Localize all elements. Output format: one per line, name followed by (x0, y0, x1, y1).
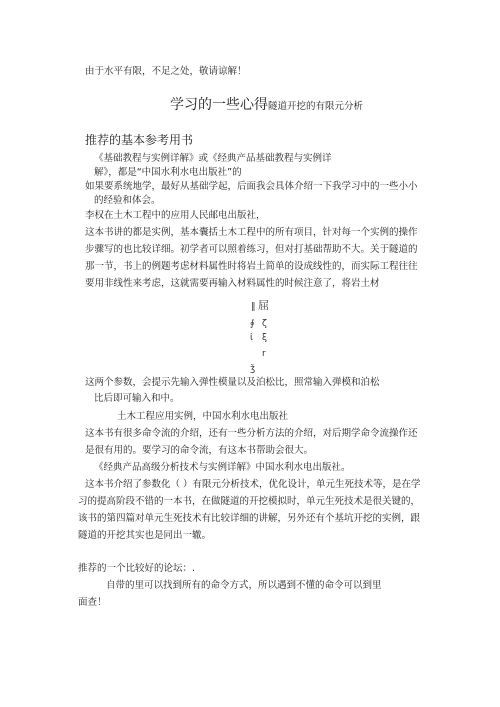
title-sub: 隧道开挖的有限元分析 (268, 101, 364, 112)
paragraph-line: 解》，都是“中国水利水电出版社”的 (94, 167, 242, 178)
paragraph-line: 该书的第四篇对单元生死技术有比较详细的讲解，另外还有个基坑开挖的实例，跟 (78, 513, 421, 524)
paragraph-line: 这本书介绍了参数化（ ）有限元分析技术，优化设计，单元生死技术等，是在学 (85, 479, 421, 490)
page-title (170, 96, 363, 116)
formula-glyph: ∮ (250, 319, 255, 329)
paragraph-line: 这本书讲的都是实例，基本囊括土木工程中的所有项目，针对每一个实例的操作 (85, 227, 418, 238)
paragraph-line: 要用非线性来考虑，这就需要再输入材料属性的时候注意了，将岩土材 (85, 278, 380, 289)
paragraph-line: 隧道的开挖其实也是同出一辙。 (78, 530, 212, 541)
paragraph-line: 推荐的一个比较好的论坛：. (78, 563, 196, 574)
paragraph-line: 习的提高阶段不错的一本书，在做隧道的开挖模拟时，单元生死技术是很关键的， (78, 496, 421, 507)
paragraph-line: 自带的里可以找到所有的命令方式，所以遇到不懂的命令可以到里 (106, 580, 382, 591)
paragraph-line: 土木工程应用实例，中国水利水电出版社 (117, 411, 289, 422)
paragraph-line: 这两个参数，会提示先输入弹性模量以及泊松比，照常输入弹模和泊松 (85, 377, 380, 388)
section-heading: 推荐的基本参考用书 (85, 133, 194, 147)
intro-note: 由于水平有限，不足之处，敬请谅解！ (85, 66, 247, 77)
paragraph-line: 这本书有很多命令流的介绍，还有一些分析方法的介绍，对后期学命令流操作还 (85, 428, 418, 439)
formula-glyph: ξ (262, 333, 268, 343)
formula-glyph: ζ (262, 319, 267, 329)
paragraph-line: 比后即可输入和中。 (94, 393, 180, 404)
paragraph-line: 《经典产品高级分析技术与实例详解》中国水利水电出版社。 (94, 462, 351, 473)
paragraph-line: 步骤写的也比较详细。初学者可以照着练习，但对打基础帮助不大。关于隧道的 (85, 244, 418, 255)
paragraph-line: 李权在土木工程中的应用人民邮电出版社， (85, 210, 266, 221)
paragraph-line: 那一节，书上的例题考虑材料属性时将岩土简单的设成线性的，而实际工程往往 (85, 261, 418, 272)
paragraph-line: 面查！ (78, 597, 107, 608)
title-main: 学习的一些心得 (170, 97, 268, 113)
formula-glyph: 屈 (258, 299, 269, 312)
formula-glyph: ἰ (250, 333, 254, 343)
formula-glyph: r (262, 349, 266, 359)
formula-glyph: ‖ (251, 302, 256, 312)
formula-glyph: ǯ (250, 364, 256, 374)
paragraph-line: 如果要系统地学，最好从基础学起，后面我会具体介绍一下我学习中的一些小小 (85, 181, 418, 192)
paragraph-line: 《基础教程与实例详解》或《经典产品基础教程与实例详 (94, 153, 332, 164)
paragraph-line: 的经验和体会。 (94, 195, 161, 206)
paragraph-line: 是很有用的。要学习的命令流，有这本书帮助会很大。 (85, 445, 314, 456)
